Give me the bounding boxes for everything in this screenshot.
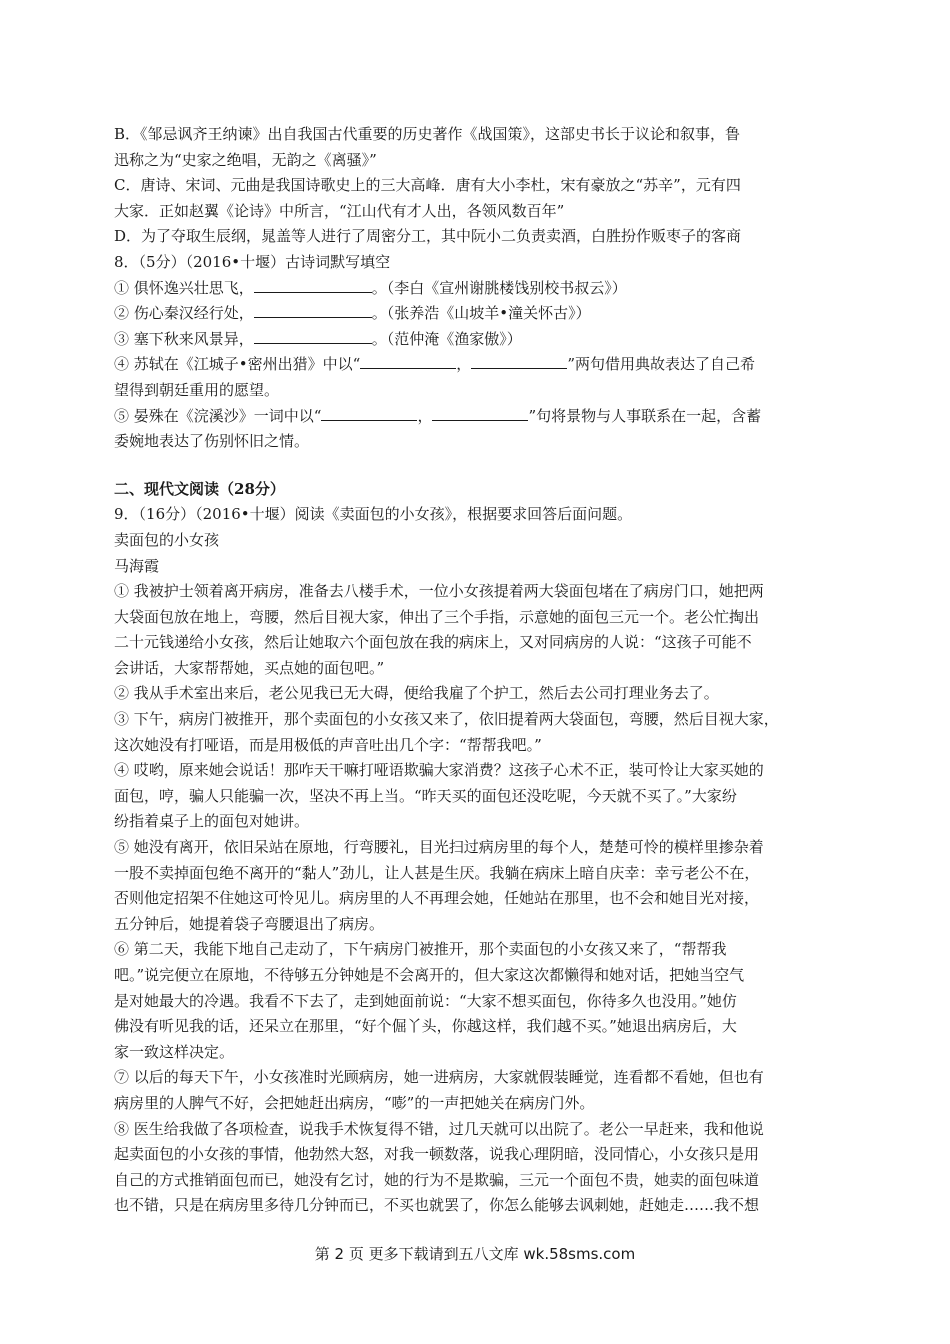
q8-item-4-continued: 望得到朝廷重用的愿望。 [114, 380, 280, 399]
q8-item-4-prefix: ④ 苏轼在《江城子•密州出猎》中以“ [114, 355, 361, 374]
section-heading: 二、现代文阅读（28分） [114, 479, 285, 498]
article-author: 马海霞 [114, 556, 160, 575]
paragraph-5-line: 一股不卖掉面包绝不离开的“黏人”劲儿，让人甚是生厌。我躺在病床上暗自庆幸：幸亏老公不在， [114, 863, 760, 882]
answer-blank[interactable] [254, 328, 372, 344]
q8-item-4-separator: ， [456, 355, 472, 374]
q8-item-2 [114, 301, 834, 327]
q8-item-3 [114, 327, 834, 353]
q8-item-4 [114, 352, 834, 378]
answer-blank[interactable] [321, 405, 417, 421]
q8-item-2-suffix: 。（张养浩《山坡羊•潼关怀古》） [371, 304, 591, 323]
q8-item-5-suffix: ”句将景物与人事联系在一起，含蓄 [528, 406, 762, 425]
q8-item-5 [114, 404, 834, 430]
paragraph-6-line: 佛没有听见我的话，还呆立在那里，“好个倔丫头，你越这样，我们越不买。”她退出病房后，大 [114, 1017, 737, 1036]
paragraph-5-line: 五分钟后，她提着袋子弯腰退出了病房。 [114, 914, 385, 933]
answer-blank[interactable] [432, 405, 528, 421]
paragraph-7-line: ⑦ 以后的每天下午，小女孩准时光顾病房，她一进病房，大家就假装睡觉，连看都不看她，但也有 [114, 1068, 764, 1087]
paragraph-1-line: 会讲话，大家帮帮她，买点她的面包吧。” [114, 658, 385, 677]
paragraph-6-line: 是对她最大的冷遇。我看不下去了，走到她面前说：“大家不想买面包，你待多久也没用。”她仿 [114, 991, 737, 1010]
paragraph-1-line: ① 我被护士领着离开病房，准备去八楼手术，一位小女孩提着两大袋面包堵在了病房门口，她把两 [114, 582, 764, 601]
paragraph-6-line: ⑥ 第二天，我能下地自己走动了，下午病房门被推开，那个卖面包的小女孩又来了，“帮帮我 [114, 940, 727, 959]
page-footer: 第 2 页 更多下载请到五八文库 wk.58sms.com [314, 1245, 636, 1263]
option-d-line-1: D．为了夺取生辰纲，晁盖等人进行了周密分工，其中阮小二负责卖酒，白胜扮作贩枣子的客商 [114, 227, 742, 246]
document-body [114, 122, 834, 1219]
option-c-line-1: C．唐诗、宋词、元曲是我国诗歌史上的三大高峰．唐有大小李杜，宋有豪放之“苏辛”，元有四 [114, 176, 741, 195]
paragraph-4-line: ④ 哎哟，原来她会说话！那咋天干嘛打哑语欺骗大家消费？这孩子心术不正，装可怜让大家买她的 [114, 761, 764, 780]
q8-item-5-prefix: ⑤ 晏殊在《浣溪沙》一词中以“ [114, 406, 322, 425]
paragraph-8-line: 起卖面包的小女孩的事情，他勃然大怒，对我一顿数落，说我心理阴暗，没同情心，小女孩只是用 [114, 1145, 760, 1164]
answer-blank[interactable] [360, 353, 456, 369]
paragraph-5-line: ⑤ 她没有离开，依旧呆站在原地，行弯腰礼，目光扫过病房里的每个人，楚楚可怜的模样里掺杂着 [114, 838, 764, 857]
option-b-line-2: 迅称之为“史家之绝唱，无韵之《离骚》” [114, 150, 377, 169]
section-spacer [114, 455, 834, 477]
option-b-line-1: B．《邹忌讽齐王纳谏》出自我国古代重要的历史著作《战国策》，这部史书长于议论和叙事，鲁 [114, 125, 741, 143]
answer-blank[interactable] [254, 277, 372, 293]
q8-item-1-suffix: 。（李白《宣州谢朓楼饯别校书叔云》） [371, 278, 627, 297]
paragraph-6-line: 吧。”说完便立在原地，不待够五分钟她是不会离开的，但大家这次都懒得和她对话，把她当空气 [114, 966, 745, 984]
question-9-title: 9．（16分）（2016•十堰）阅读《卖面包的小女孩》，根据要求回答后面问题。 [114, 505, 633, 524]
paragraph-1-line: 大袋面包放在地上，弯腰，然后目视大家，伸出了三个手指，示意她的面包三元一个。老公忙掏出 [114, 607, 760, 626]
paragraph-7-line: 病房里的人脾气不好，会把她赶出病房，“嘭”的一声把她关在病房门外。 [114, 1093, 595, 1112]
paragraph-8-line: ⑧ 医生给我做了各项检查，说我手术恢复得不错，过几天就可以出院了。老公一早赶来，我和他说 [114, 1119, 764, 1138]
paragraph-6-line: 家一致这样决定。 [114, 1042, 235, 1061]
paragraph-1-line: 二十元钱递给小女孩，然后让她取六个面包放在我的病床上，又对同病房的人说：“这孩子可能不 [114, 633, 752, 652]
answer-blank[interactable] [471, 353, 567, 369]
paragraph-8-line: 也不错，只是在病房里多待几分钟而已，不买也就罢了，你怎么能够去讽刺她，赶她走……我不想 [114, 1196, 760, 1215]
paragraph-3-line: 这次她没有打哑语，而是用极低的声音吐出几个字：“帮帮我吧。” [114, 735, 542, 754]
option-c-line-2: 大家．正如赵翼《论诗》中所言，“江山代有才人出，各领风数百年” [114, 201, 565, 220]
question-8-title: 8．（5分）（2016•十堰）古诗词默写填空 [114, 252, 391, 271]
q8-item-3-prefix: ③ 塞下秋来风景异， [114, 329, 254, 348]
q8-item-1-prefix: ① 俱怀逸兴壮思飞， [114, 278, 254, 297]
paragraph-5-line: 否则他定招架不住她这可怜见儿。病房里的人不再理会她，任她站在那里，也不会和她目光对接， [114, 889, 760, 908]
q8-item-1 [114, 276, 834, 302]
q8-item-3-suffix: 。（范仲淹《渔家傲》） [371, 329, 522, 348]
article-title: 卖面包的小女孩 [114, 530, 220, 549]
paragraph-8-line: 自己的方式推销面包而已，她没有乞讨，她的行为不是欺骗，三元一个面包不贵，她卖的面包味道 [114, 1170, 760, 1189]
paragraph-3-line: ③ 下午，病房门被推开，那个卖面包的小女孩又来了，依旧提着两大袋面包，弯腰，然后目视大家， [114, 710, 779, 729]
paragraph-2-line: ② 我从手术室出来后，老公见我已无大碍，便给我雇了个护工，然后去公司打理业务去了。 [114, 684, 719, 703]
paragraph-4-line: 面包，哼，骗人只能骗一次，坚决不再上当。“昨天买的面包还没吃呢，今天就不买了。”大家纷 [114, 786, 737, 805]
paragraph-4-line: 纷指着桌子上的面包对她讲。 [114, 812, 310, 831]
q8-item-5-separator: ， [417, 406, 433, 425]
answer-blank[interactable] [254, 302, 372, 318]
q8-item-4-suffix: ”两句借用典故表达了自己希 [567, 355, 755, 374]
q8-item-5-continued: 委婉地表达了伤别怀旧之情。 [114, 432, 310, 451]
q8-item-2-prefix: ② 伤心秦汉经行处， [114, 304, 254, 323]
